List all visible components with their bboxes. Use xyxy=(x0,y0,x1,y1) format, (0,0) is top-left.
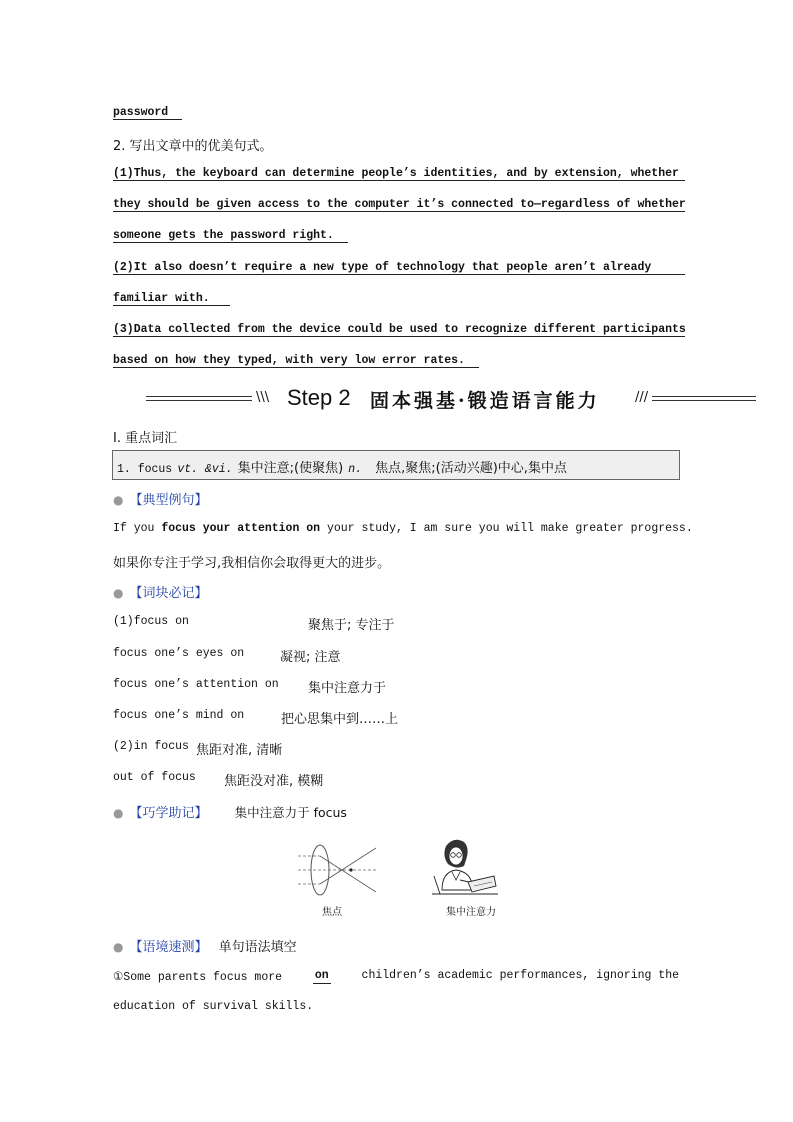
lens-focus-illustration xyxy=(296,842,380,898)
sentence-2-line-2: familiar with. xyxy=(113,292,230,306)
examples-label-row xyxy=(113,489,208,508)
section-heading-vocab: Ⅰ. 重点词汇 xyxy=(113,431,178,446)
entry-pos: vt. &vi. xyxy=(177,463,233,476)
bullet-icon: ● xyxy=(113,586,124,600)
bullet-icon: ● xyxy=(113,493,124,507)
exercise-title: 单句语法填空 xyxy=(218,940,297,955)
sentence-3-line-2: based on how they typed, with very low error rates. xyxy=(113,354,479,368)
mnemonic-label-row xyxy=(113,802,347,821)
step-title: Step 2 xyxy=(287,385,351,410)
phrase-zh-1: 聚焦于; 专注于 xyxy=(308,618,395,633)
exercise-label: 【语境速测】 xyxy=(129,940,208,955)
mnemonic-text: 集中注意力于 focus xyxy=(234,805,347,820)
examples-label: 【典型例句】 xyxy=(129,493,208,508)
phrase-zh-4: 把心思集中到……上 xyxy=(281,712,399,727)
sentence-1-line-1: (1)Thus, the keyboard can determine people’s identities, and by extension, whether xyxy=(113,167,685,181)
sentence-1-line-2: they should be given access to the computer it’s connected to—regardless of whether xyxy=(113,198,686,211)
phrases-label-row xyxy=(113,582,208,601)
sentence-3-line-1: (3)Data collected from the device could be used to recognize different participants xyxy=(113,323,686,336)
caption-concentrate: 集中注意力 xyxy=(446,907,496,918)
password-answer: password xyxy=(113,106,182,120)
phrase-en-2: focus one’s eyes on xyxy=(113,647,245,660)
phrase-zh-2: 凝视; 注意 xyxy=(280,650,341,665)
banner-right-marks: /// xyxy=(635,390,649,405)
example-english: If you focus your attention on your study, I am sure you will make greater progress. xyxy=(113,522,693,535)
sentence-2-line-1: (2)It also doesn’t require a new type of technology that people aren’t already xyxy=(113,261,685,275)
exercise-line-1: ①Some parents focus more on children’s academic performances, ignoring the xyxy=(113,969,679,984)
concentrating-person-illustration xyxy=(430,836,500,900)
caption-focal-point: 焦点 xyxy=(322,907,342,918)
sentence-1-line-3: someone gets the password right. xyxy=(113,229,348,243)
phrase-en-1: (1)focus on xyxy=(113,615,189,628)
exercise-line-2: education of survival skills. xyxy=(113,1000,314,1013)
phrase-en-3: focus one’s attention on xyxy=(113,678,279,691)
phrase-en-6: out of focus xyxy=(113,771,196,784)
phrase-zh-5: 焦距对准, 清晰 xyxy=(196,743,283,758)
phrases-label: 【词块必记】 xyxy=(129,586,208,601)
bullet-icon: ● xyxy=(113,806,124,820)
entry-meaning-2: 焦点,聚焦;(活动兴趣)中心,集中点 xyxy=(375,461,567,476)
vocab-entry-box xyxy=(112,450,680,480)
exercise-label-row xyxy=(113,936,297,955)
phrase-zh-3: 集中注意力于 xyxy=(308,681,387,696)
example-chinese: 如果你专注于学习,我相信你会取得更大的进步。 xyxy=(113,556,391,571)
step-subtitle: 固本强基·锻造语言能力 xyxy=(370,390,600,412)
question-2: 2. 写出文章中的优美句式。 xyxy=(113,139,273,154)
phrase-en-4: focus one’s mind on xyxy=(113,709,245,722)
mnemonic-label: 【巧学助记】 xyxy=(129,806,208,821)
bullet-icon: ● xyxy=(113,940,124,954)
exercise-answer: on xyxy=(314,969,329,982)
banner-left-marks: \\\ xyxy=(256,390,270,405)
entry-meaning-1: 集中注意;(使聚焦) xyxy=(237,461,344,476)
entry-word: 1. focus xyxy=(117,463,173,476)
phrase-en-5: (2)in focus xyxy=(113,740,189,753)
entry-pos-2: n. xyxy=(348,463,363,476)
phrase-zh-6: 焦距没对准, 模糊 xyxy=(224,774,324,789)
